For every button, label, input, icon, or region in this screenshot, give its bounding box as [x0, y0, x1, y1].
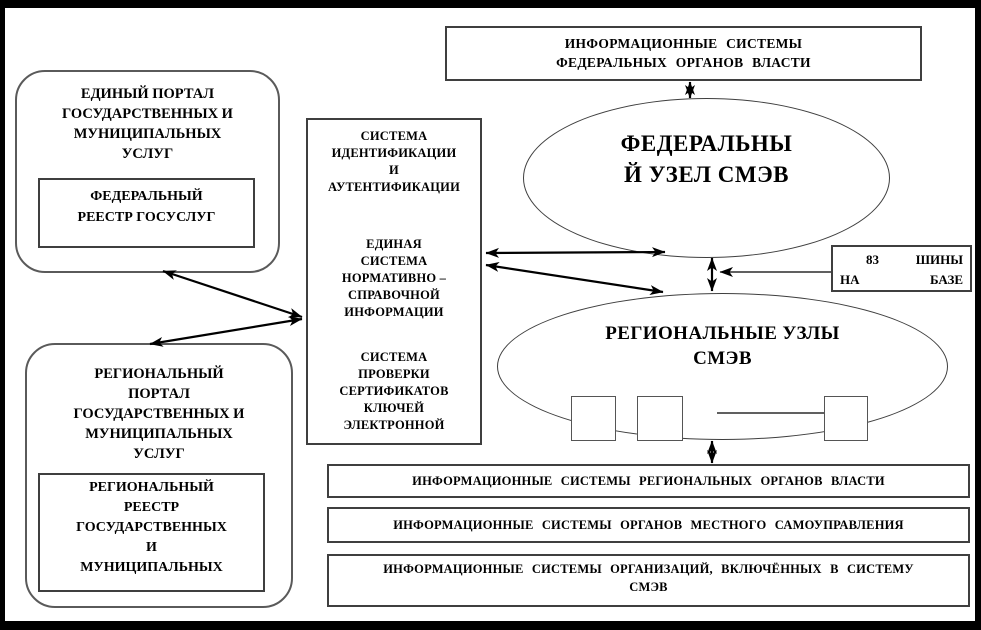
identification-system-block	[308, 128, 480, 196]
regional-nodes-label	[605, 321, 840, 371]
federal-info-systems-box	[445, 26, 922, 81]
municipal-info-systems-box	[327, 507, 970, 543]
regional-registry-line: ГОСУДАРСТВЕННЫХ	[76, 520, 227, 535]
unified-portal-line: УСЛУГ	[121, 146, 174, 162]
services-line: ПРОВЕРКИ	[358, 367, 430, 381]
regional-registry-line: МУНИЦИПАЛЬНЫХ	[80, 560, 223, 575]
services-line: СИСТЕМА	[360, 129, 428, 143]
regional-portal-line: ГОСУДАРСТВЕННЫХ И	[73, 406, 245, 422]
services-line: СИСТЕМА	[360, 350, 428, 364]
regional-portal-line: ПОРТАЛ	[128, 386, 190, 402]
regional-node-square	[637, 396, 683, 441]
regional-nodes-ellipse	[497, 293, 948, 440]
certificate-check-block	[308, 349, 480, 434]
federal-info-systems-line: ИНФОРМАЦИОННЫЕ СИСТЕМЫ	[564, 36, 803, 51]
federal-registry-line: РЕЕСТР ГОСУСЛУГ	[77, 210, 216, 225]
services-line: СИСТЕМА	[360, 254, 428, 268]
regional-node-square	[824, 396, 868, 441]
organizations-info-systems-line: ИНФОРМАЦИОННЫЕ СИСТЕМЫ ОРГАНИЗАЦИЙ, ВКЛЮЧЁННЫХ В СИСТЕМУ	[383, 562, 914, 576]
unified-portal-line: МУНИЦИПАЛЬНЫХ	[73, 126, 222, 142]
services-line: СПРАВОЧНОЙ	[348, 288, 440, 302]
buses-count-box	[831, 245, 972, 292]
regional-node-square	[571, 396, 616, 441]
unified-portal-line: ГОСУДАРСТВЕННЫХ И	[62, 106, 233, 122]
buses-word: ШИНЫ	[915, 252, 963, 267]
regional-registry-line: РЕЕСТР	[123, 500, 180, 515]
federal-node-label	[621, 128, 793, 190]
regional-nodes-line: РЕГИОНАЛЬНЫЕ УЗЛЫ	[605, 322, 840, 344]
regional-registry-box	[38, 473, 265, 592]
buses-count: 83	[866, 252, 879, 267]
regional-info-systems-box	[327, 464, 970, 498]
arrow-services-regionalnodes	[486, 265, 663, 292]
buses-word: БАЗЕ	[929, 272, 963, 287]
regional-info-systems-label: ИНФОРМАЦИОННЫЕ СИСТЕМЫ РЕГИОНАЛЬНЫХ ОРГАНОВ ВЛАСТИ	[412, 473, 885, 488]
services-line: ЭЛЕКТРОННОЙ	[343, 418, 445, 432]
arrow-regionalportal-services	[150, 319, 302, 344]
regional-nodes-line: СМЭВ	[693, 347, 752, 369]
buses-box-row	[840, 250, 963, 270]
organizations-info-systems-box	[327, 554, 970, 607]
unified-portal-line: ЕДИНЫЙ ПОРТАЛ	[80, 86, 215, 102]
services-line: НОРМАТИВНО –	[341, 271, 447, 285]
federal-node-line: ФЕДЕРАЛЬНЫ	[620, 131, 793, 156]
regional-registry-line: И	[146, 540, 157, 555]
regional-portal-line: РЕГИОНАЛЬНЫЙ	[94, 366, 224, 382]
services-line: СЕРТИФИКАТОВ	[339, 384, 449, 398]
regional-portal-line: УСЛУГ	[133, 446, 185, 462]
buses-box-row	[840, 270, 963, 290]
services-line: ИДЕНТИФИКАЦИИ	[331, 146, 457, 160]
federal-info-systems-line: ФЕДЕРАЛЬНЫХ ОРГАНОВ ВЛАСТИ	[556, 55, 811, 70]
federal-registry-box	[38, 178, 255, 248]
services-line: ЕДИНАЯ	[366, 237, 422, 251]
federal-node-line: Й УЗЕЛ СМЭВ	[623, 162, 790, 187]
regional-portal-line: МУНИЦИПАЛЬНЫХ	[85, 426, 233, 442]
arrow-unifiedportal-services	[163, 271, 302, 317]
services-line: КЛЮЧЕЙ	[363, 401, 425, 415]
regional-registry-line: РЕГИОНАЛЬНЫЙ	[89, 480, 214, 495]
services-line: ИНФОРМАЦИИ	[344, 305, 444, 319]
services-line: И	[389, 163, 399, 177]
nsi-system-block	[308, 236, 480, 321]
federal-registry-line: ФЕДЕРАЛЬНЫЙ	[90, 189, 203, 204]
federal-node-ellipse	[523, 98, 890, 258]
municipal-info-systems-label: ИНФОРМАЦИОННЫЕ СИСТЕМЫ ОРГАНОВ МЕСТНОГО САМОУПРАВЛЕНИЯ	[393, 517, 904, 532]
services-box	[306, 118, 482, 445]
buses-word: НА	[840, 272, 860, 287]
organizations-info-systems-line: СМЭВ	[629, 579, 668, 594]
services-line: АУТЕНТИФИКАЦИИ	[327, 180, 461, 194]
